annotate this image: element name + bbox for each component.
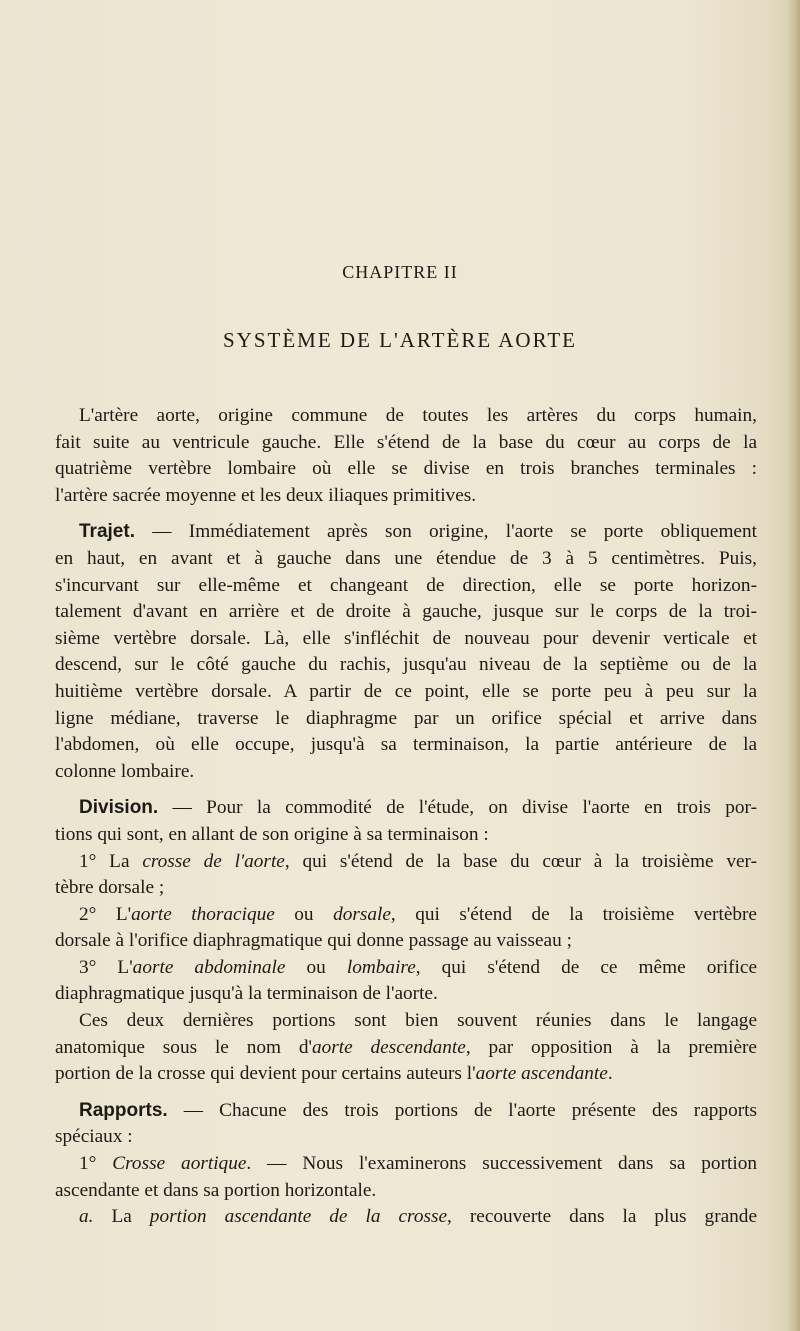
text-run: portion de la crosse qui devient pour certains auteurs l' [55, 1063, 476, 1085]
italic-term: aorte descendante [311, 1036, 466, 1058]
section-title: SYSTÈME DE L'ARTÈRE AORTE [222, 328, 577, 352]
text-line: sième vertèbre dorsale. Là, elle s'infléchit de nouveau pour devenir verticale et [55, 627, 757, 649]
text-line: talement d'avant en arrière et de droite à gauche, jusque sur le corps de la troi- [55, 601, 757, 623]
italic-term: dorsale [333, 903, 391, 925]
text-run: La [96, 850, 143, 872]
text-line: s'incurvant sur elle-même et changeant de direction, elle se porte horizon- [55, 574, 757, 596]
text-line: tions qui sont, en allant de son origine à sa terminaison : [55, 823, 489, 845]
text-run: L' [96, 903, 132, 925]
text-run: . [607, 1063, 613, 1085]
text-line: fait suite au ventricule gauche. Elle s'étend de la base du cœur au corps de la [55, 431, 757, 453]
text-line: l'abdomen, où elle occupe, jusqu'à sa terminaison, la partie antérieure de la [55, 734, 757, 756]
text-line: ascendante et dans sa portion horizontale. [55, 1179, 377, 1201]
paragraph-trajet [55, 519, 757, 785]
text-line [55, 1061, 757, 1088]
text-run: — Pour la commodité de l'étude, on divise l'aorte en trois por- [158, 797, 757, 819]
text-line [55, 1098, 757, 1125]
paragraph-intro [55, 403, 757, 509]
text-run: anatomique sous le nom d' [55, 1036, 312, 1058]
run-in-heading-rapports: Rapports. [79, 1099, 168, 1121]
text-run: La [93, 1206, 150, 1228]
list-item-a [55, 1204, 757, 1231]
item-number: 2° [79, 903, 97, 925]
text-line: dorsale à l'orifice diaphragmatique qui donne passage au vaisseau ; [55, 930, 572, 952]
italic-term: aorte ascendante [475, 1063, 608, 1085]
item-number: 3° [79, 956, 97, 978]
text-run: — Immédiatement après son origine, l'aorte se porte obliquement [134, 521, 757, 543]
italic-term: aorte thoracique [131, 903, 275, 925]
body-text [55, 403, 757, 1231]
paragraph-rapports [55, 1098, 757, 1231]
run-in-heading-trajet: Trajet. [79, 521, 135, 543]
item-number: 1° [79, 850, 97, 872]
text-line: Ces deux dernières portions sont bien souvent réunies dans le langage [79, 1010, 757, 1032]
italic-term: lombaire [346, 956, 416, 978]
text-run: , par opposition à la première [465, 1036, 757, 1058]
text-run: — Chacune des trois portions de l'aorte présente des rapports [167, 1099, 757, 1121]
text-line: tèbre dorsale ; [55, 877, 165, 899]
item-number: 1° [79, 1153, 97, 1175]
text-run: . — Nous l'examinerons successivement dans sa portion [246, 1153, 757, 1175]
text-line: L'artère aorte, origine commune de toutes les artères du corps humain, [79, 405, 757, 426]
list-item-1 [55, 849, 757, 876]
text-run: , recouverte dans la plus grande [447, 1206, 758, 1228]
text-line: colonne lombaire. [55, 760, 195, 782]
italic-term: Crosse aortique [112, 1153, 247, 1175]
text-run: ou [285, 956, 347, 978]
text-line: ligne médiane, traverse le diaphragme par un orifice spécial et arrive dans [55, 707, 757, 729]
page-edge-shadow [786, 0, 800, 1331]
chapter-heading: CHAPITRE II [342, 262, 458, 282]
text-run: , qui s'étend de la base du cœur à la troisième ver- [284, 850, 757, 872]
text-run: , qui s'étend de ce même orifice [415, 956, 758, 978]
text-line [55, 519, 757, 546]
text-line: spéciaux : [55, 1126, 133, 1148]
list-item-3 [55, 955, 757, 982]
run-in-heading-division: Division. [79, 797, 159, 819]
italic-term: portion ascendante de la crosse [149, 1206, 448, 1228]
text-run: L' [96, 956, 133, 978]
text-line: l'artère sacrée moyenne et les deux iliaques primitives. [55, 484, 477, 506]
text-line: en haut, en avant et à gauche dans une étendue de 3 à 5 centimètres. Puis, [55, 547, 757, 569]
text-line: descend, sur le côté gauche du rachis, jusqu'au niveau de la septième ou de la [55, 654, 757, 676]
italic-term: crosse de l'aorte [142, 850, 285, 872]
list-item-1 [55, 1151, 757, 1178]
text-line: diaphragmatique jusqu'à la terminaison de l'aorte. [55, 983, 438, 1005]
text-line: huitième vertèbre dorsale. A partir de ce point, elle se porte peu à peu sur la [55, 680, 757, 702]
item-letter: a. [79, 1206, 94, 1228]
list-item-2 [55, 902, 757, 929]
text-run: , qui s'étend de la troisième vertèbre [390, 903, 757, 925]
paragraph-division [55, 795, 757, 1088]
text-line [55, 1035, 757, 1062]
text-run: ou [274, 903, 334, 925]
text-line: quatrième vertèbre lombaire où elle se divise en trois branches terminales : [55, 458, 757, 480]
italic-term: aorte abdominale [132, 956, 286, 978]
text-line [55, 795, 757, 822]
